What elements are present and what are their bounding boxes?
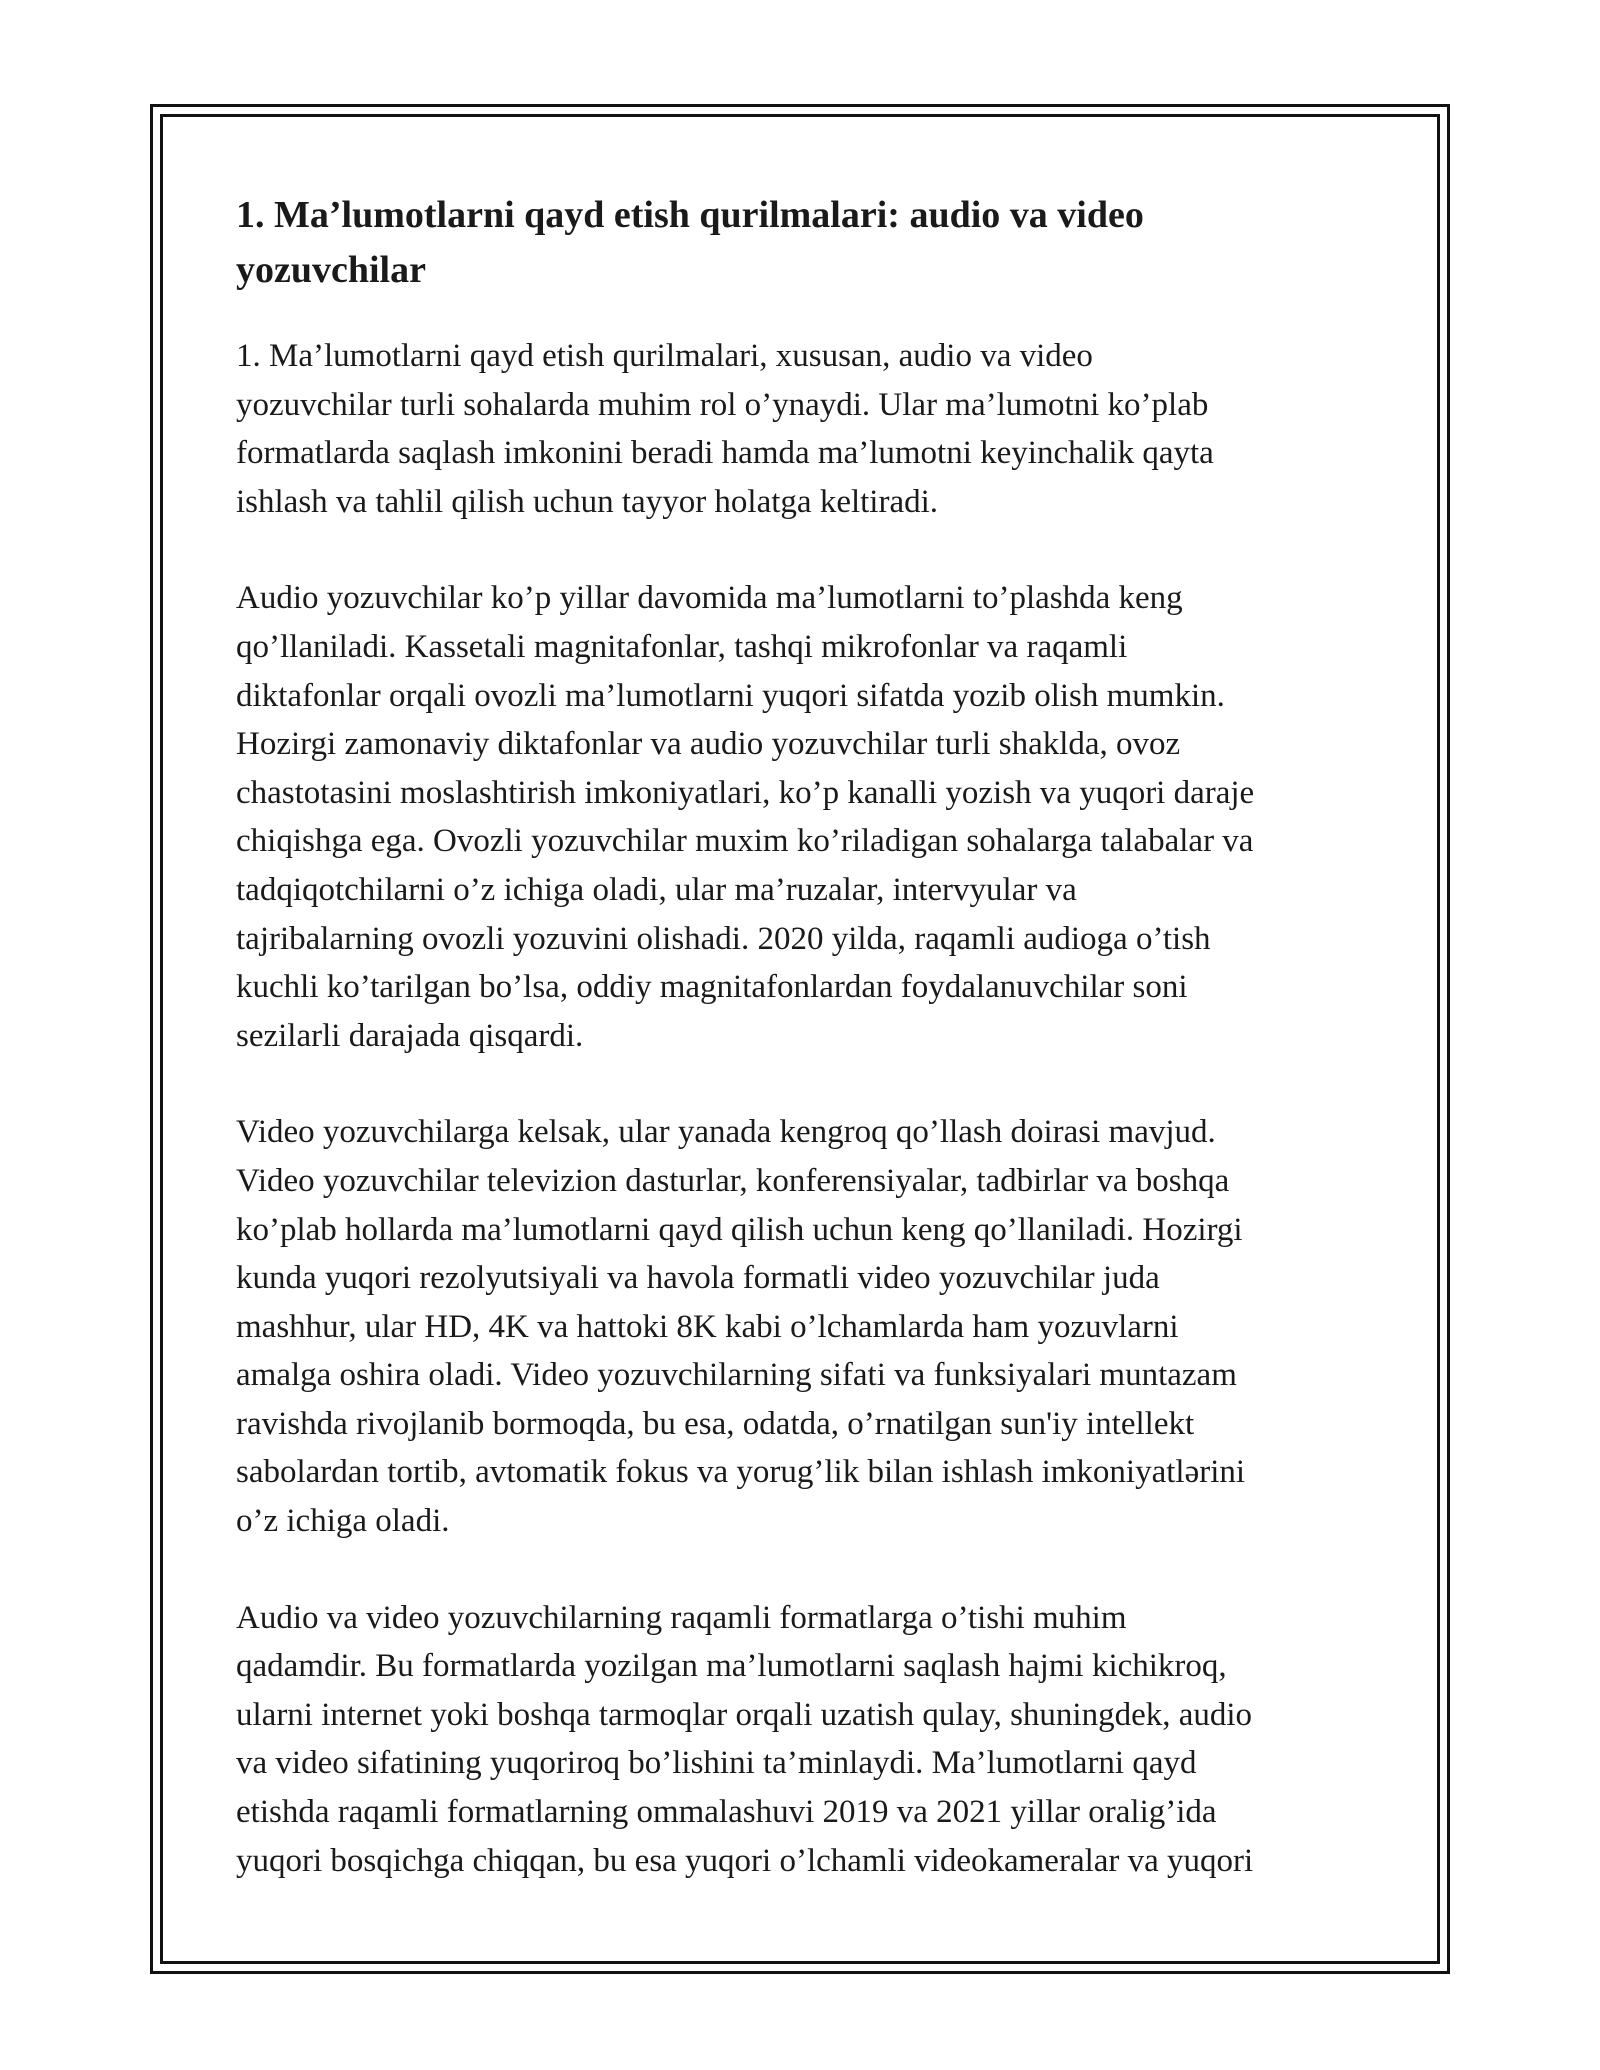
section-heading: 1. Ma’lumotlarni qayd etish qurilmalari: audio va video yozuvchilar <box>236 194 1144 291</box>
document-body <box>236 188 1376 1933</box>
paragraph-audio-recorders: Audio yozuvchilar ko’p yillar davomida ma’lumotlarni to’plashda keng qo’llaniladi. Kassetali magnitafonlar, tashqi mikrofonlar va raqamli diktafonlar orqali ovozli ma’lumotlarni yuqori sifatda yozib olish mumkin. Hozirgi zamonaviy diktafonlar va audio yozuvchilar turli shaklda, ovoz chastotasini moslashtirish imkoniyatlari, ko’p kanalli yozish va yuqori daraje chiqishga ega. Ovozli yozuvchilar muxim ko’riladigan sohalarga talabalar va tadqiqotchilarni o’z ichiga oladi, ular ma’ruzalar, intervyular va tajribalarning ovozli yozuvini olishadi. 2020 yilda, raqamli audioga o’tish kuchli ko’tarilgan bo’lsa, oddiy magnitafonlardan foydalanuvchilar soni sezilarli darajada qisqardi. <box>236 580 1255 1054</box>
paragraph-intro: 1. Ma’lumotlarni qayd etish qurilmalari, xususan, audio va video yozuvchilar turli sohalarda muhim rol o’ynaydi. Ular ma’lumotni ko’plab formatlarda saqlash imkonini beradi hamda ma’lumotni keyinchalik qayta ishlash va tahlil qilish uchun tayyor holatga keltiradi. <box>236 338 1214 520</box>
paragraph-digital-formats: Audio va video yozuvchilarning raqamli formatlarga o’tishi muhim qadamdir. Bu formatlarda yozilgan ma’lumotlarni saqlash hajmi kichikroq, ularni internet yoki boshqa tarmoqlar orqali uzatish qulay, shuningdek, audio va video sifatining yuqoriroq bo’lishini ta’minlaydi. Ma’lumotlarni qayd etishda raqamli formatlarning ommalashuvi 2019 va 2021 yillar oralig’ida yuqori bosqichga chiqqan, bu esa yuqori o’lchamli videokameralar va yuqori <box>236 1599 1254 1879</box>
paragraph-video-recorders: Video yozuvchilarga kelsak, ular yanada kengroq qo’llash doirasi mavjud. Video yozuvchilar televizion dasturlar, konferensiyalar, tadbirlar va boshqa ko’plab hollarda ma’lumotlarni qayd qilish uchun keng qo’llaniladi. Hozirgi kunda yuqori rezolyutsiyali va havola formatli video yozuvchilar juda mashhur, ular HD, 4K va hattoki 8K kabi o’lchamlarda ham yozuvlarni amalga oshira oladi. Video yozuvchilarning sifati va funksiyalari muntazam ravishda rivojlanib bormoqda, bu esa, odatda, o’rnatilgan sun'iy intellekt sabolardan tortib, avtomatik fokus va yorug’lik bilan ishlash imkoniyatlərini o’z ichiga oladi. <box>236 1114 1246 1540</box>
